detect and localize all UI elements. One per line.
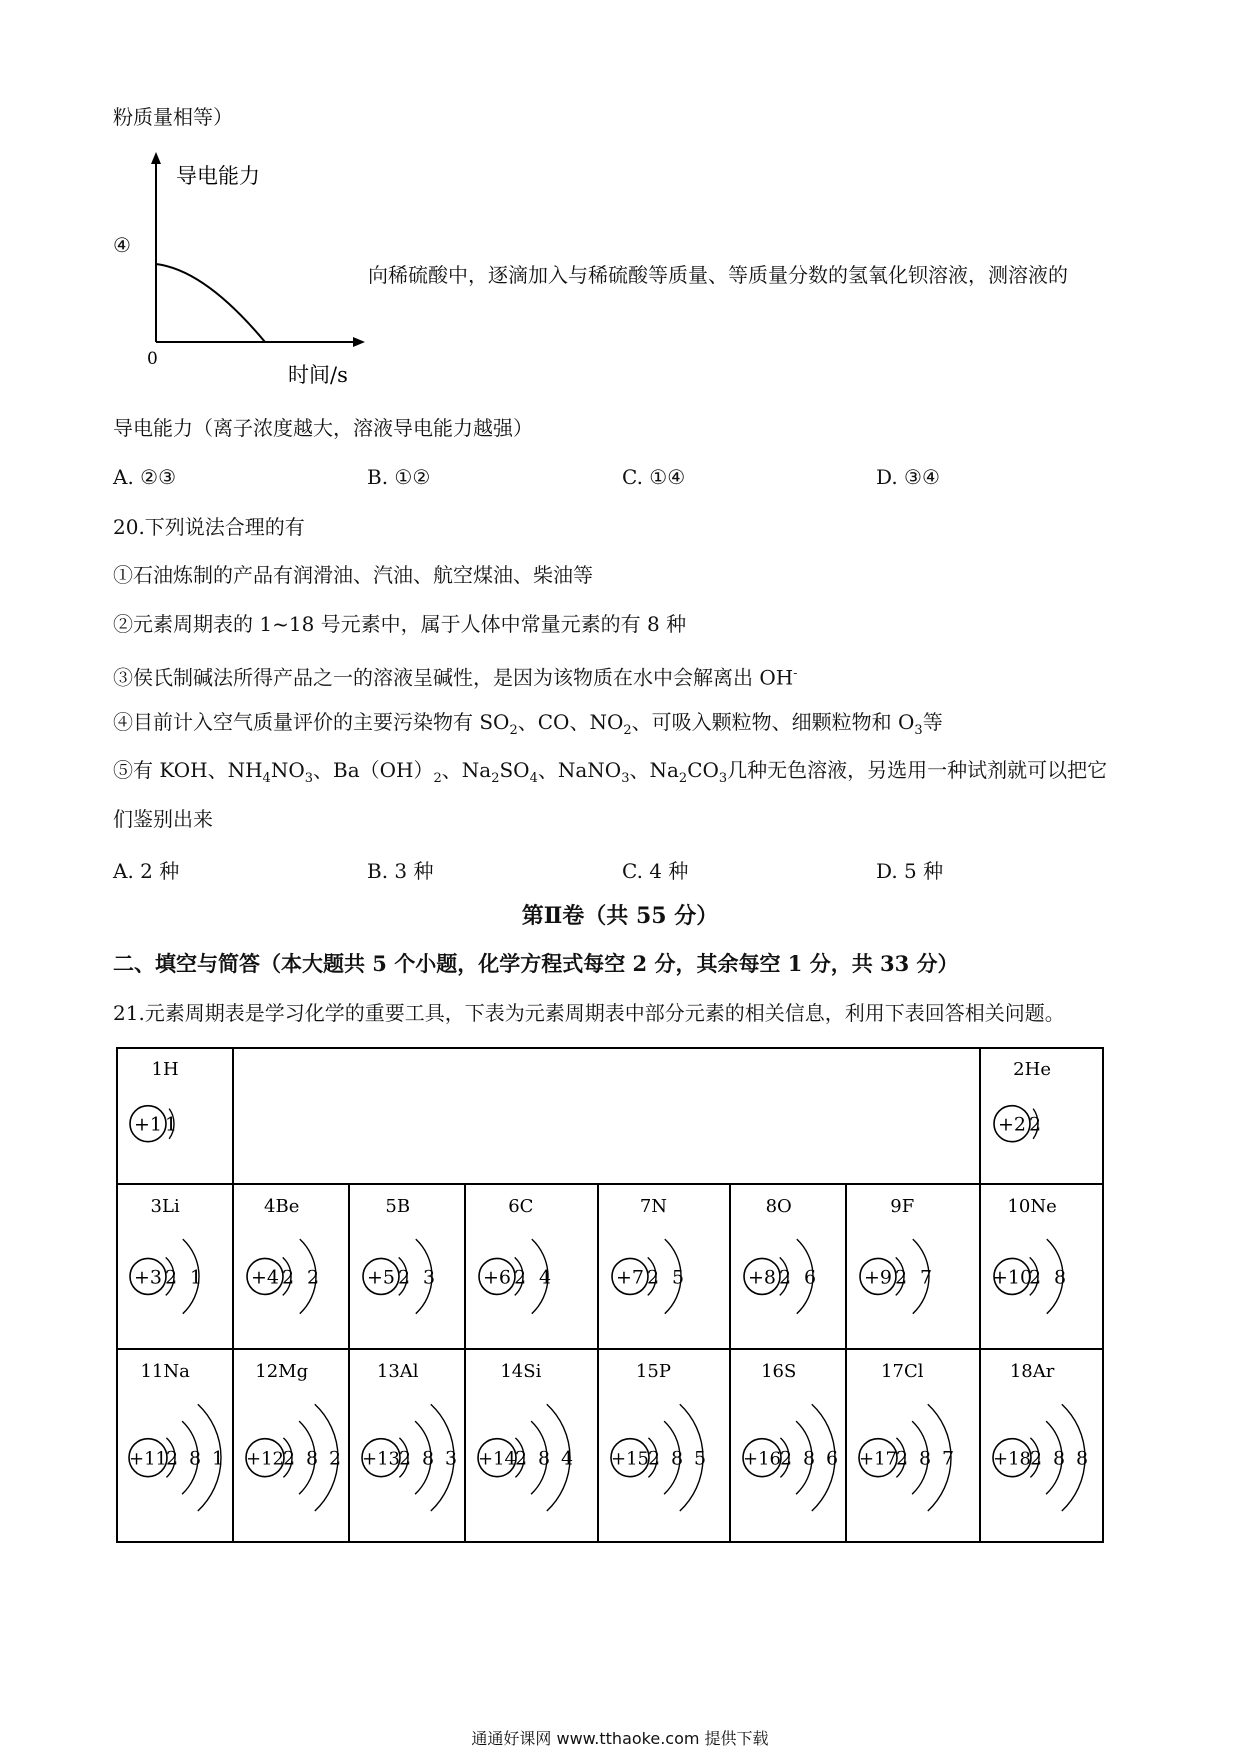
nucleus-charge: +8 — [747, 1266, 777, 1289]
nucleus-charge: +6 — [482, 1266, 512, 1289]
section-title: 第Ⅱ卷（共 55 分） — [521, 903, 719, 929]
shell-electron-count: 1 — [189, 1266, 203, 1289]
element-symbol-label: 18Ar — [1009, 1361, 1055, 1382]
shell-electron-count: 2 — [1028, 1113, 1042, 1136]
nucleus-charge: +14 — [478, 1448, 516, 1470]
shell-electron-count: 2 — [1029, 1447, 1043, 1470]
element-cell — [992, 1196, 1066, 1314]
option-a[interactable]: A. 2 种 — [113, 859, 180, 883]
q19-options — [113, 465, 1133, 491]
y-axis-arrow — [151, 152, 161, 164]
option-d[interactable]: D. ③④ — [876, 465, 940, 489]
element-cell — [744, 1196, 816, 1314]
shell-electron-count: 5 — [671, 1266, 685, 1289]
nucleus-charge: +13 — [362, 1448, 400, 1470]
element-cell — [612, 1196, 684, 1314]
shell-electron-count: 8 — [1052, 1447, 1066, 1470]
element-cell — [994, 1059, 1051, 1142]
section-heading: 二、填空与简答（本大题共 5 个小题，化学方程式每空 2 分，其余每空 1 分，共 33 分） — [113, 951, 959, 976]
option-d[interactable]: D. 5 种 — [876, 859, 944, 883]
q19-item4-text: 向稀硫酸中，逐滴加入与稀硫酸等质量、等质量分数的氢氧化钡溶液，测溶液的 — [368, 263, 1068, 287]
shell-electron-count: 5 — [693, 1447, 707, 1470]
option-b[interactable]: B. ①② — [367, 465, 431, 489]
shell-electron-count: 2 — [306, 1266, 320, 1289]
element-cell — [247, 1196, 319, 1314]
shell-electron-count: 8 — [1053, 1266, 1067, 1289]
element-symbol-label: 7N — [639, 1196, 668, 1217]
q21-stem: 21.元素周期表是学习化学的重要工具，下表为元素周期表中部分元素的相关信息，利用下表回答相关问题。 — [113, 1001, 1065, 1025]
shell-electron-count: 7 — [919, 1266, 933, 1289]
element-symbol-label: 2He — [1013, 1059, 1051, 1080]
nucleus-charge: +2 — [997, 1113, 1027, 1136]
graph-x-label: 时间/s — [288, 363, 348, 387]
element-cell — [362, 1361, 457, 1511]
conductivity-graph — [130, 152, 370, 388]
shell-electron-count: 2 — [779, 1447, 793, 1470]
shell-electron-count: 2 — [894, 1266, 908, 1289]
shell-electron-count: 2 — [1028, 1266, 1042, 1289]
shell-electron-count: 2 — [514, 1447, 528, 1470]
element-cell — [363, 1196, 435, 1314]
footer-text: 通通好课网 www.tthaoke.com 提供下载 — [471, 1729, 769, 1748]
conductivity-curve — [156, 264, 265, 342]
element-cell — [743, 1361, 838, 1511]
shell-electron-count: 2 — [647, 1447, 661, 1470]
option-a[interactable]: A. ②③ — [113, 465, 177, 489]
element-symbol-label: 9F — [890, 1196, 915, 1217]
shell-electron-count: 2 — [164, 1266, 178, 1289]
element-symbol-label: 16S — [761, 1361, 797, 1382]
option-c[interactable]: C. ①④ — [622, 465, 686, 489]
q20-stem: 20.下列说法合理的有 — [113, 515, 305, 539]
element-symbol-label: 14Si — [500, 1361, 542, 1382]
q20-statement-4: ④目前计入空气质量评价的主要污染物有 $SO_2$、CO、$NO_2$、可吸入颗粒物、细颗粒物和 $O_3$等 — [113, 710, 943, 738]
q20-statement-2: ②元素周期表的 1~18 号元素中，属于人体中常量元素的有 8 种 — [113, 612, 687, 636]
shell-electron-count: 8 — [802, 1447, 816, 1470]
element-symbol-label: 3Li — [150, 1196, 180, 1217]
shell-electron-count: 3 — [422, 1266, 436, 1289]
shell-electron-count: 2 — [397, 1266, 411, 1289]
shell-electron-count: 8 — [1075, 1447, 1089, 1470]
nucleus-charge: +5 — [366, 1266, 396, 1289]
element-symbol-label: 13Al — [376, 1361, 419, 1382]
element-symbol-label: 1H — [151, 1059, 179, 1080]
q19-item4-number: ④ — [113, 233, 131, 257]
element-symbol-label: 10Ne — [1007, 1196, 1057, 1217]
shell-electron-count: 7 — [941, 1447, 955, 1470]
q19-continuation-text: 粉质量相等） — [113, 105, 233, 129]
element-cell — [859, 1361, 954, 1511]
nucleus-charge: +16 — [743, 1448, 781, 1470]
shell-electron-count: 8 — [918, 1447, 932, 1470]
shell-electron-count: 2 — [513, 1266, 527, 1289]
option-c[interactable]: C. 4 种 — [622, 859, 689, 883]
nucleus-charge: +18 — [993, 1448, 1031, 1470]
shell-electron-count: 8 — [305, 1447, 319, 1470]
shell-electron-count: 2 — [895, 1447, 909, 1470]
graph-origin-label: 0 — [147, 349, 158, 369]
x-axis-arrow — [353, 337, 365, 347]
shell-electron-count: 6 — [803, 1266, 817, 1289]
element-symbol-label: 15P — [635, 1361, 671, 1382]
element-symbol-label: 6C — [508, 1196, 534, 1217]
graph-y-label: 导电能力 — [176, 164, 260, 188]
element-cell — [478, 1361, 573, 1511]
shell-electron-count: 2 — [778, 1266, 792, 1289]
shell-electron-count: 8 — [421, 1447, 435, 1470]
element-cell — [130, 1059, 179, 1142]
shell-electron-count: 2 — [328, 1447, 342, 1470]
shell-electron-count: 8 — [670, 1447, 684, 1470]
option-b[interactable]: B. 3 种 — [367, 859, 434, 883]
shell-electron-count: 2 — [398, 1447, 412, 1470]
shell-electron-count: 2 — [282, 1447, 296, 1470]
nucleus-charge: +11 — [129, 1448, 167, 1470]
nucleus-charge: +17 — [859, 1448, 897, 1470]
nucleus-charge: +12 — [246, 1448, 284, 1470]
nucleus-charge: +1 — [133, 1113, 163, 1136]
shell-electron-count: 4 — [538, 1266, 552, 1289]
q19-item4-continuation: 导电能力（离子浓度越大，溶液导电能力越强） — [113, 416, 533, 440]
element-cell — [246, 1361, 341, 1511]
nucleus-charge: +3 — [133, 1266, 163, 1289]
element-symbol-label: 8O — [765, 1196, 792, 1217]
periodic-table — [116, 1047, 1104, 1543]
element-symbol-label: 5B — [385, 1196, 411, 1217]
nucleus-charge: +15 — [611, 1448, 649, 1470]
shell-electron-count: 3 — [444, 1447, 458, 1470]
q20-statement-1: ①石油炼制的产品有润滑油、汽油、航空煤油、柴油等 — [113, 563, 593, 587]
shell-electron-count: 8 — [188, 1447, 202, 1470]
element-symbol-label: 17Cl — [881, 1361, 924, 1382]
element-symbol-label: 12Mg — [255, 1361, 309, 1382]
shell-electron-count: 4 — [560, 1447, 574, 1470]
element-cell — [611, 1361, 706, 1511]
nucleus-charge: +10 — [991, 1266, 1033, 1289]
shell-electron-count: 1 — [164, 1113, 178, 1136]
element-cell — [860, 1196, 932, 1314]
q20-options — [113, 855, 1133, 881]
nucleus-charge: +7 — [615, 1266, 645, 1289]
nucleus-charge: +9 — [863, 1266, 893, 1289]
element-symbol-label: 4Be — [264, 1196, 300, 1217]
shell-electron-count: 1 — [211, 1447, 225, 1470]
shell-electron-count: 2 — [646, 1266, 660, 1289]
nucleus-charge: +4 — [250, 1266, 280, 1289]
shell-electron-count: 2 — [281, 1266, 295, 1289]
shell-electron-count: 2 — [165, 1447, 179, 1470]
q20-statement-5: ⑤有 KOH、$NH_4NO_3$、$Ba(OH)_2$、$Na_2SO_4$、NaNO$_3$、$Na_2CO_3$几种无色溶液，另选用一种试剂就可以把它 — [113, 758, 1108, 786]
element-cell — [129, 1361, 224, 1511]
element-symbol-label: 11Na — [140, 1361, 190, 1382]
element-cell — [130, 1196, 202, 1314]
shell-electron-count: 6 — [825, 1447, 839, 1470]
element-cell — [993, 1361, 1088, 1511]
element-cell — [479, 1196, 551, 1314]
q20-statement-5-continuation: 们鉴别出来 — [113, 807, 213, 831]
shell-electron-count: 8 — [537, 1447, 551, 1470]
q20-statement-3: ③侯氏制碱法所得产品之一的溶液呈碱性，是因为该物质在水中会解离出 OH- — [113, 665, 798, 690]
